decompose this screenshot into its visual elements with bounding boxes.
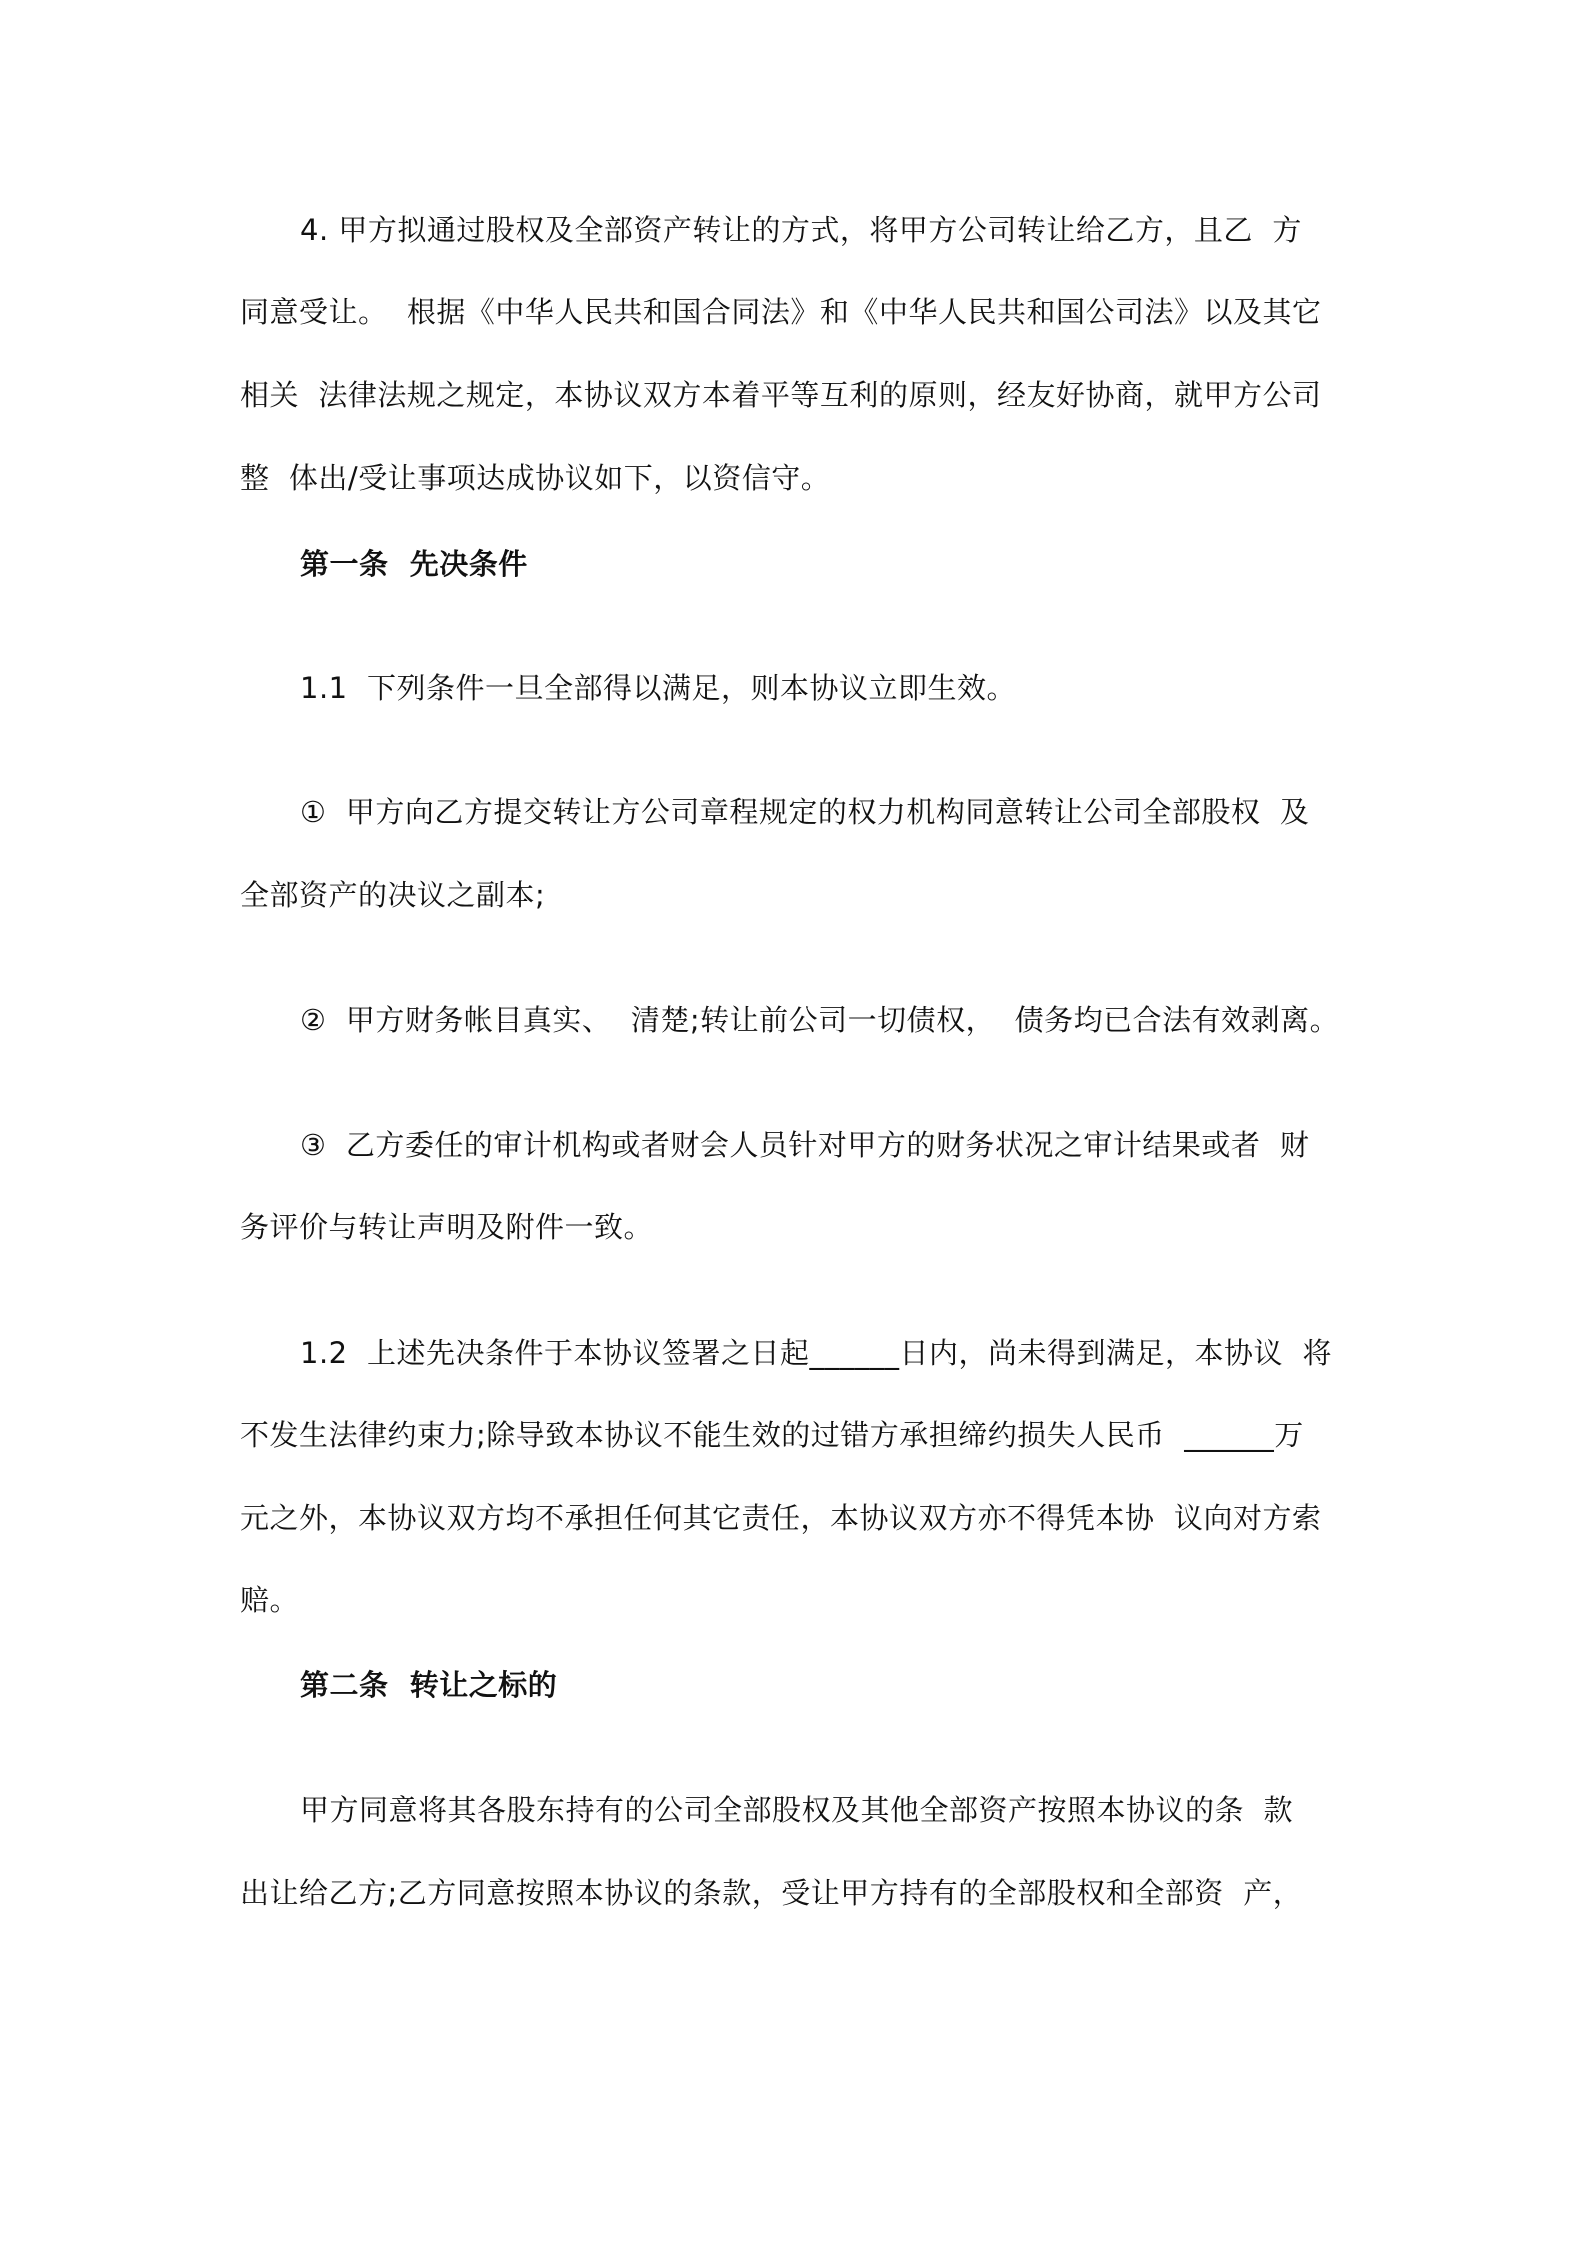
condition-1-line-2: 全部资产的决议之副本;	[240, 878, 546, 912]
clause-1-2-line-1: 1.2 上述先决条件于本协议签署之日起______日内，尚未得到满足，本协议 将	[300, 1336, 1332, 1370]
clause-1-1: 1.1 下列条件一旦全部得以满足，则本协议立即生效。	[300, 671, 1017, 705]
article-2-heading: 第二条 转让之标的	[300, 1668, 558, 1702]
condition-3-line-1: ③ 乙方委任的审计机构或者财会人员针对甲方的财务状况之审计结果或者 财	[300, 1128, 1310, 1162]
paragraph-4-line-2: 同意受让。 根据《中华人民共和国合同法》和《中华人民共和国公司法》以及其它	[240, 295, 1322, 329]
article-2-paragraph-line-1: 甲方同意将其各股东持有的公司全部股权及其他全部资产按照本协议的条 款	[300, 1793, 1293, 1827]
condition-3-line-2: 务评价与转让声明及附件一致。	[240, 1210, 654, 1244]
paragraph-4-line-4: 整 体出/受让事项达成协议如下，以资信守。	[240, 461, 831, 495]
clause-1-2-line-2: 不发生法律约束力;除导致本协议不能生效的过错方承担缔约损失人民币 ______万	[240, 1418, 1304, 1452]
condition-2: ② 甲方财务帐目真实、 清楚;转让前公司一切债权， 债务均已合法有效剥离。	[300, 1003, 1340, 1037]
paragraph-4-line-1: 4. 甲方拟通过股权及全部资产转让的方式，将甲方公司转让给乙方，且乙 方	[300, 213, 1302, 247]
clause-1-2-line-4: 赔。	[240, 1583, 300, 1617]
condition-1-line-1: ① 甲方向乙方提交转让方公司章程规定的权力机构同意转让公司全部股权 及	[300, 795, 1310, 829]
clause-1-2-line-3: 元之外，本协议双方均不承担任何其它责任，本协议双方亦不得凭本协 议向对方索	[240, 1501, 1322, 1535]
article-2-paragraph-line-2: 出让给乙方;乙方同意按照本协议的条款，受让甲方持有的全部股权和全部资 产，	[240, 1876, 1303, 1910]
paragraph-4-line-3: 相关 法律法规之规定，本协议双方本着平等互利的原则，经友好协商，就甲方公司	[240, 378, 1322, 412]
article-1-heading: 第一条 先决条件	[300, 547, 528, 581]
